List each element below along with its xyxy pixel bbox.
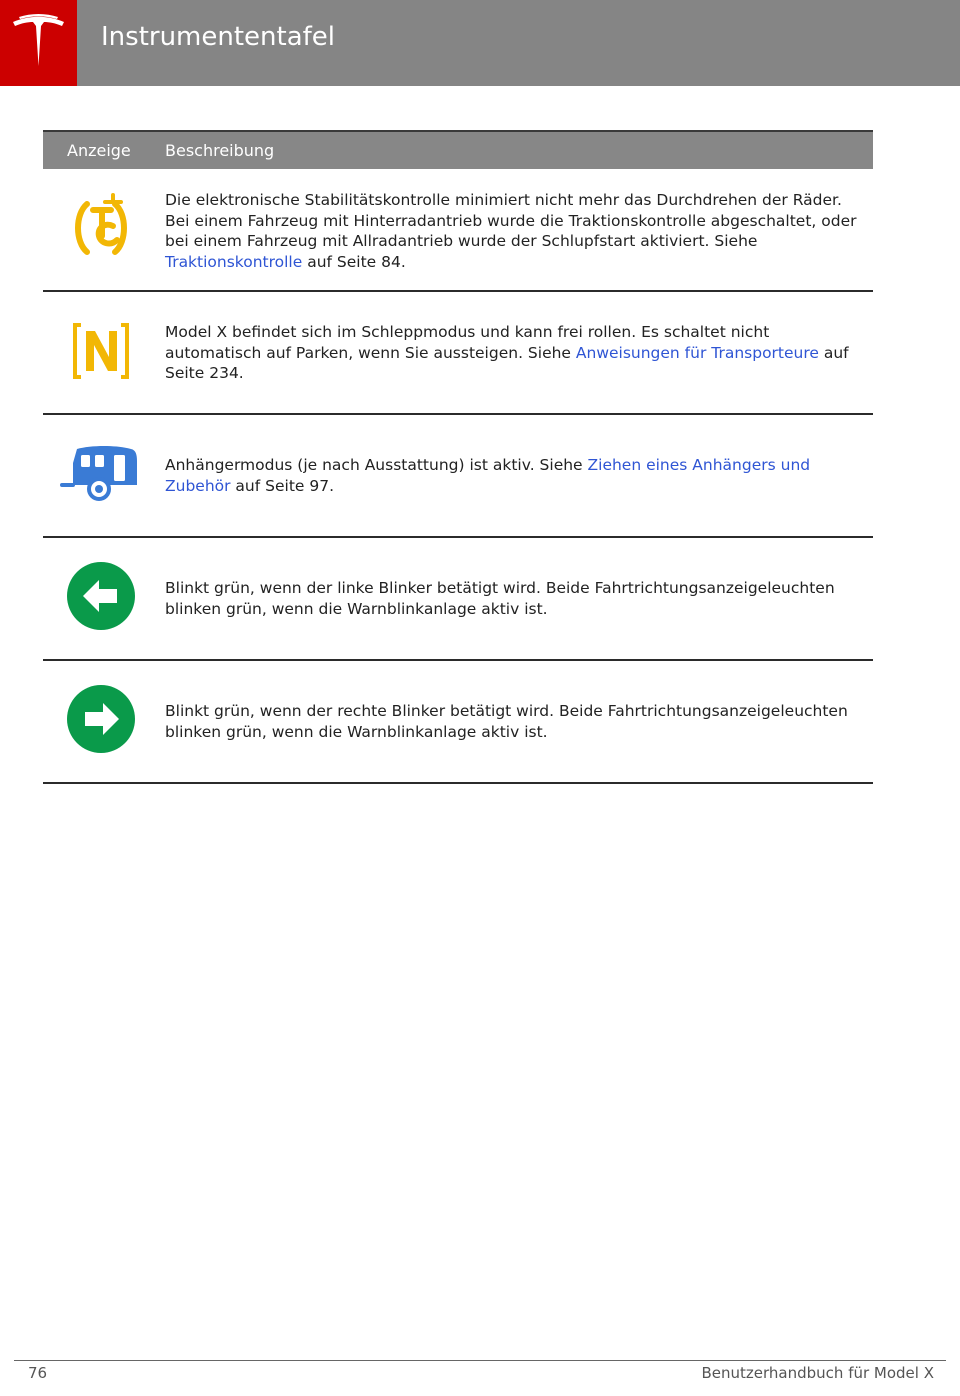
tesla-logo bbox=[0, 0, 77, 86]
table-row bbox=[43, 415, 873, 538]
table-header bbox=[43, 130, 873, 169]
tesla-logo-icon bbox=[11, 14, 66, 72]
row-description: Blinkt grün, wenn der rechte Blinker betätigt wird. Beide Fahrtrichtungsanzeigeleuchten blinken grün, wenn die Warnblinkanlage aktiv ist. bbox=[165, 702, 848, 741]
table-row bbox=[43, 169, 873, 292]
table-row bbox=[43, 538, 873, 661]
indicator-table bbox=[43, 130, 873, 784]
column-header-indicator: Anzeige bbox=[67, 141, 131, 160]
link-ziehen-eines-anhaengers[interactable]: Ziehen eines Anhängers und Zubehör bbox=[165, 456, 811, 495]
page-number: 76 bbox=[28, 1364, 48, 1382]
link-anweisungen-fuer-transporteure[interactable]: Anweisungen für Transporteure bbox=[575, 343, 819, 362]
traction-control-off-icon bbox=[65, 192, 137, 264]
row-description: Model X befindet sich im Schleppmodus und kann frei rollen. Es schaltet nicht automatisch auf Parken, wenn Sie aussteigen. Siehe Anweisungen für Transporteure auf Seite 234. bbox=[165, 323, 849, 382]
row-description: Die elektronische Stabilitätskontrolle minimiert nicht mehr das Durchdrehen der Räder. Bei einem Fahrzeug mit Hinterradantrieb wurde die Traktionskontrolle abgeschaltet, oder bei einem Fahrzeug mit Allradantrieb wurde der Schlupfstart aktiviert. Siehe Traktionskontrolle auf Seite 84. bbox=[165, 191, 857, 271]
row-description: Blinkt grün, wenn der linke Blinker betätigt wird. Beide Fahrtrichtungsanzeigeleuchten blinken grün, wenn die Warnblinkanlage aktiv ist. bbox=[165, 579, 835, 618]
table-row bbox=[43, 661, 873, 784]
left-turn-signal-icon bbox=[65, 560, 137, 632]
footer-title: Benutzerhandbuch für Model X bbox=[701, 1364, 934, 1382]
trailer-mode-icon bbox=[59, 435, 143, 507]
page-title: Instrumententafel bbox=[101, 22, 336, 52]
column-header-description: Beschreibung bbox=[165, 141, 275, 160]
page-header bbox=[0, 0, 960, 86]
footer-divider bbox=[14, 1360, 946, 1361]
row-description: Anhängermodus (je nach Ausstattung) ist aktiv. Siehe Ziehen eines Anhängers und Zubehör auf Seite 97. bbox=[165, 456, 811, 495]
link-traktionskontrolle[interactable]: Traktionskontrolle bbox=[165, 252, 303, 271]
right-turn-signal-icon bbox=[65, 683, 137, 755]
neutral-tow-mode-icon bbox=[65, 315, 137, 387]
table-row bbox=[43, 292, 873, 415]
